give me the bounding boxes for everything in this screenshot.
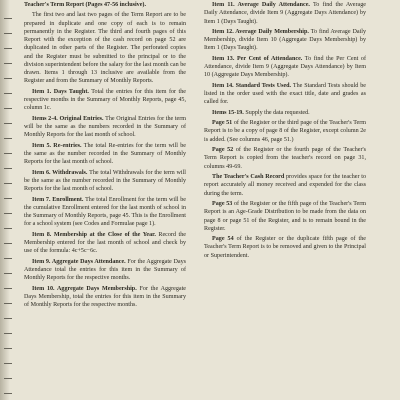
margin-tick — [4, 273, 12, 274]
paragraph-page53 — [204, 200, 366, 233]
paragraph-body: Total the entries for this item for the respective months in the Summary of Monthly Reports, page 45, column 1c. — [24, 88, 186, 112]
paragraph-body: of the Register or the fifth page of the Teacher's Term Report is an Age-Grade Distribution to be made from the data on page 8 or page 51 of the Register, and is to remain bound in the Register. — [204, 201, 366, 232]
margin-tick — [4, 108, 12, 109]
paragraph-item8 — [24, 231, 186, 256]
paragraph-label: Item 10. Aggregate Days Membership. — [32, 285, 137, 292]
paragraph-items15-19 — [204, 109, 366, 117]
margin-tick — [4, 243, 12, 244]
paragraph-label: Page 52 — [212, 147, 234, 154]
paragraph-body: Supply the data requested. — [243, 109, 310, 116]
paragraph-body: The first two and last two pages of the Term Report are to be prepared in duplicate and one copy of each is to remain permanently in the Register. The third and fourth pages of this Report with the exception of the cash record on page 52 are duplicated in other parts of the Register. The perforated copies and the Register must be submitted to the principal or to the division superintendent before the salary for the last month can be drawn. Items 1 through 13 inclusive are available from the Register and from the Summary of Monthly Reports. — [24, 12, 186, 85]
paragraph-label: Items 15-19. — [212, 109, 244, 116]
paragraph-heading — [24, 1, 186, 9]
paragraph-label: Item 9. Aggregate Days Attendance. — [32, 258, 126, 265]
paragraph-body: For the Aggregate Days Attendance total the entries for this item in the Summary of Monthly Reports for the respective months. — [24, 258, 186, 282]
paragraph-body: of the Register or the fourth page of the Teacher's Term Report is copied from the teacher's record on page 31, columns 49-69. — [204, 147, 366, 170]
margin-tick — [4, 228, 12, 229]
margin-tick — [4, 333, 12, 334]
paragraph-body: The total Re-entries for the term will be the same as the number recorded in the Summary of Monthly Reports for the last month of school. — [24, 142, 186, 166]
paragraph-item11 — [204, 1, 366, 26]
margin-tick — [4, 33, 12, 34]
margin-tick — [4, 288, 12, 289]
margin-tick — [4, 393, 12, 394]
paragraph-body: The total Withdrawals for the term will be the same as the number recorded in the Summary of Monthly Reports for the last month of school. — [24, 169, 186, 193]
paragraph-item10 — [24, 285, 186, 310]
margin-tick — [4, 378, 12, 379]
paragraph-items2-4 — [24, 115, 186, 140]
paragraph-body: The total Enrollment for the term will be the cumulative Enrollment entered for the last month of school in the Summary of Monthly Reports, page 45. This is the Enrollment for a school system (see Codes and Formulae page 1). — [24, 196, 186, 228]
paragraph-body: of the Register or the third page of the Teacher's Term Report is to be a copy of page 8 of the Register, except column 2e is added. (See columns 46, page 51.) — [204, 120, 366, 143]
paragraph-label: Item 14. Standard Tests Used. — [212, 82, 292, 89]
margin-tick — [4, 18, 12, 19]
paragraph-body: To find the Per Cent of Attendance, divide Item 9 (Aggregate Days Attendance) by Item 10 (Aggregate Days Membership). — [204, 55, 366, 79]
paragraph-cash — [204, 173, 366, 198]
paragraph-body: To find the Average Daily Attendance, divide Item 9 (Aggregate Days Attendance) by Item 1 (Days Taught). — [204, 2, 366, 25]
margin-tick — [4, 48, 12, 49]
paragraph-body: of the Register or the duplicate fifth page of the Teacher's Term Report is to be removed and given to the Principal or Superintendent. — [204, 236, 366, 259]
paragraph-label: Items 2-4. Original Entries. — [32, 115, 104, 122]
paragraph-intro — [24, 11, 186, 85]
paragraph-label: Page 53 — [212, 201, 233, 207]
paragraph-item1 — [24, 88, 186, 113]
margin-tick — [4, 123, 12, 124]
paragraph-body: The Original Entries for the term will be the same as the numbers recorded in the Summary of Monthly Reports for the last month of school. — [24, 115, 186, 139]
paragraph-body: For the Aggregate Days Membership, total the entries for this item in the Summary of Monthly Reports for the respective months. — [24, 285, 186, 309]
paragraph-label: Page 51 — [212, 120, 233, 127]
paragraph-label: Teacher's Term Report (Pages 47-56 inclusive). — [24, 2, 146, 8]
paragraph-label: Item 7. Enrollment. — [32, 196, 84, 203]
margin-tick — [4, 213, 12, 214]
paragraph-body: The Standard Tests should be listed in the order used with the exact title, date and grades as called for. — [204, 82, 366, 106]
paragraph-item9 — [24, 258, 186, 283]
paragraph-body: To find Average Daily Membership, divide Item 10 (Aggregate Days Membership) by Item 1 (Days Taught). — [204, 28, 366, 52]
margin-tick — [4, 348, 12, 349]
margin-tick — [4, 138, 12, 139]
paragraph-label: Item 13. Per Cent of Attendance. — [212, 55, 303, 62]
margin-tick — [4, 93, 12, 94]
paragraph-item7 — [24, 196, 186, 229]
paragraph-label: Item 1. Days Taught. — [32, 88, 89, 95]
margin-tick — [4, 153, 12, 154]
margin-tick — [4, 303, 12, 304]
margin-tick — [4, 78, 12, 79]
paragraph-item6 — [24, 169, 186, 194]
paragraph-item12 — [204, 28, 366, 53]
margin-tick — [4, 198, 12, 199]
paragraph-item13 — [204, 55, 366, 80]
margin-tick — [4, 258, 12, 259]
paragraph-page52 — [204, 146, 366, 171]
paragraph-item14 — [204, 82, 366, 107]
paragraph-body: Record the Membership entered for the last month of school and check by use of the formula: 4c+5c−6c. — [24, 231, 186, 255]
paragraph-body: provides space for the teacher to report accurately all money received and expended for the class during the term. — [204, 174, 366, 197]
margin-tick — [4, 168, 12, 169]
paragraph-label: Item 12. Average Daily Membership. — [212, 28, 309, 35]
paragraph-label: Item 5. Re-entries. — [32, 142, 82, 149]
paragraph-page54 — [204, 235, 366, 260]
margin-tick — [4, 363, 12, 364]
paragraph-label: Item 6. Withdrawals. — [32, 169, 88, 176]
paragraph-label: Item 11. Average Daily Attendance. — [212, 2, 310, 8]
paragraph-label: Item 8. Membership at the Close of the Year. — [32, 231, 156, 238]
paragraph-page51 — [204, 119, 366, 144]
paragraph-label: Page 54 — [212, 236, 234, 243]
margin-tick — [4, 183, 12, 184]
margin-ruler-ticks — [4, 0, 16, 400]
left-text-column — [24, 1, 186, 397]
paragraph-label: The Teacher's Cash Record — [212, 174, 285, 181]
margin-tick — [4, 63, 12, 64]
paragraph-item5 — [24, 142, 186, 167]
margin-tick — [4, 318, 12, 319]
right-text-column — [204, 1, 366, 397]
